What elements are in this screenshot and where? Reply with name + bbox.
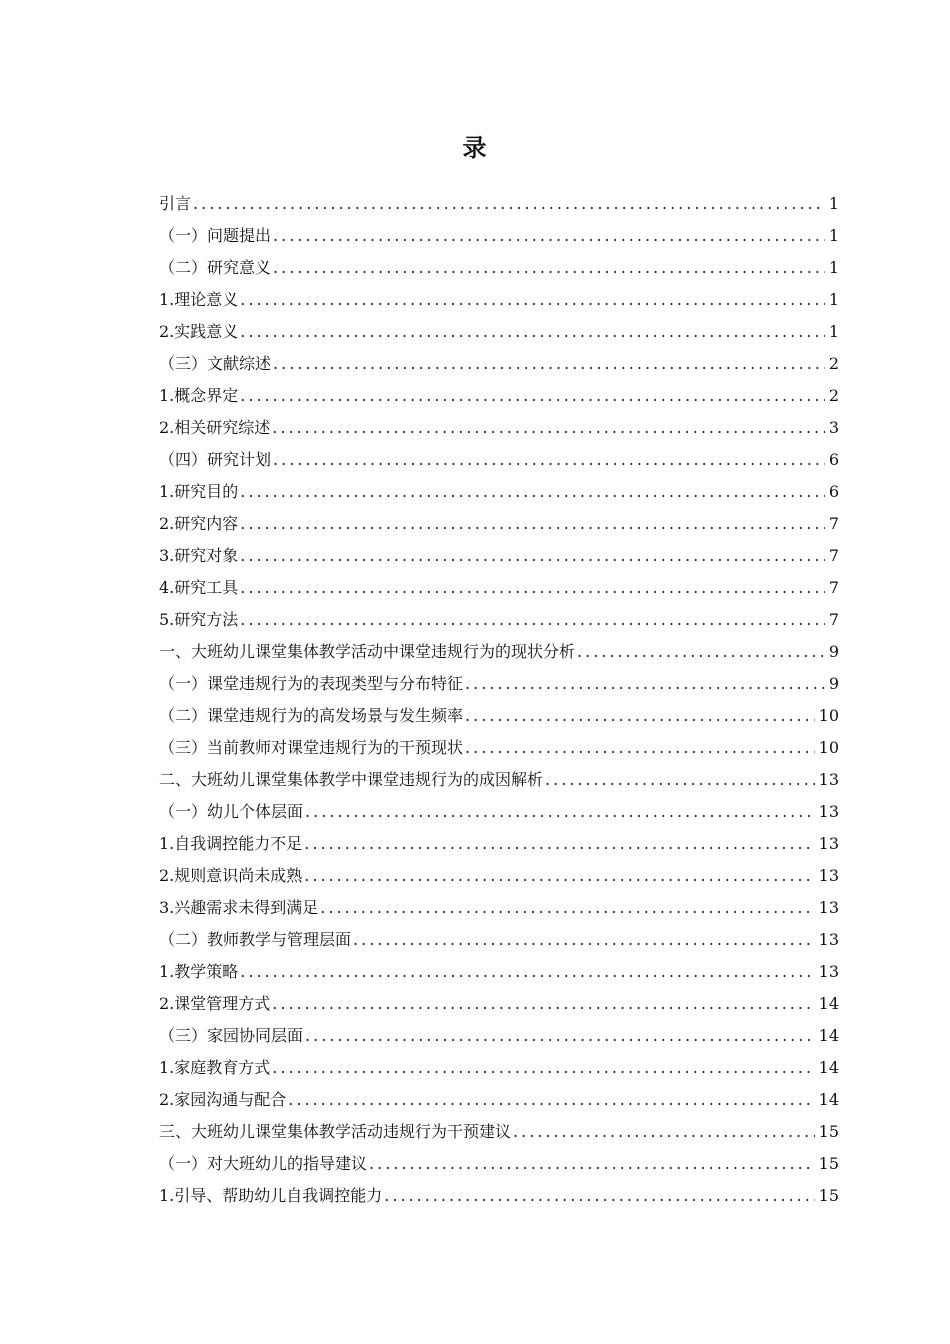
toc-leader-dots [288,1084,814,1116]
toc-entry-label: 1.理论意义 [159,290,239,309]
toc-entry-page-number: 9 [828,674,839,693]
toc-entry-page-number: 1 [828,258,839,277]
toc-entry-label: 一、大班幼儿课堂集体教学活动中课堂违规行为的现状分析 [159,642,576,661]
toc-leader-dots [513,1116,815,1148]
toc-entry-page-number: 15 [818,1122,839,1141]
toc-entry-page-number: 13 [818,770,839,789]
toc-entry [159,1052,839,1084]
toc-entry-label: （三）文献综述 [159,354,272,373]
toc-entry-label: 1.自我调控能力不足 [159,834,303,853]
toc-entry-page-number: 10 [818,706,839,725]
toc-entry-label: （三）家园协同层面 [159,1026,304,1045]
toc-entry [159,1020,839,1052]
toc-entry-label: （一）幼儿个体层面 [159,802,304,821]
toc-entry-label: （四）研究计划 [159,450,272,469]
toc-leader-dots [240,476,825,508]
toc-entry [159,988,839,1020]
toc-leader-dots [240,572,825,604]
toc-leader-dots [272,988,814,1020]
toc-title: 录 [462,134,488,162]
toc-leader-dots [273,444,825,476]
toc-leader-dots [272,1052,814,1084]
toc-entry-page-number: 7 [828,546,839,565]
toc-entry [159,444,839,476]
toc-entry-label: （二）课堂违规行为的高发场景与发生频率 [159,706,464,725]
toc-leader-dots [273,348,825,380]
toc-entry [159,860,839,892]
toc-list [159,188,839,1212]
toc-entry-label: （二）研究意义 [159,258,272,277]
toc-entry [159,1116,839,1148]
toc-entry [159,508,839,540]
toc-entry-label: 引言 [159,194,192,213]
toc-entry-page-number: 2 [828,354,839,373]
toc-entry-label: 二、大班幼儿课堂集体教学中课堂违规行为的成因解析 [159,770,544,789]
toc-entry [159,700,839,732]
toc-entry-page-number: 13 [818,866,839,885]
toc-entry [159,348,839,380]
toc-entry-page-number: 10 [818,738,839,757]
toc-entry [159,316,839,348]
toc-leader-dots [465,732,815,764]
toc-entry [159,380,839,412]
toc-leader-dots [305,1020,815,1052]
toc-leader-dots [353,924,815,956]
toc-entry-label: 3.兴趣需求未得到满足 [159,898,319,917]
toc-entry-page-number: 1 [828,226,839,245]
toc-entry [159,220,839,252]
toc-entry-page-number: 1 [828,290,839,309]
toc-entry-page-number: 13 [818,834,839,853]
toc-leader-dots [369,1148,815,1180]
toc-leader-dots [577,636,825,668]
toc-entry [159,572,839,604]
toc-entry-label: 2.规则意识尚未成熟 [159,866,303,885]
toc-entry [159,956,839,988]
toc-leader-dots [272,412,825,444]
toc-entry [159,540,839,572]
toc-entry-page-number: 1 [828,194,839,213]
toc-entry-label: （一）课堂违规行为的表现类型与分布特征 [159,674,464,693]
toc-entry-page-number: 13 [818,898,839,917]
toc-entry-page-number: 14 [818,994,839,1013]
toc-entry-label: （二）教师教学与管理层面 [159,930,352,949]
toc-entry-page-number: 7 [828,610,839,629]
toc-leader-dots [240,604,825,636]
toc-entry [159,412,839,444]
toc-leader-dots [240,316,825,348]
toc-entry-label: 3.研究对象 [159,546,239,565]
toc-leader-dots [240,508,825,540]
toc-entry-page-number: 15 [818,1154,839,1173]
toc-leader-dots [545,764,815,796]
toc-entry-label: 4.研究工具 [159,578,239,597]
toc-entry-label: 2.研究内容 [159,514,239,533]
toc-entry [159,252,839,284]
toc-entry-page-number: 7 [828,514,839,533]
toc-entry-label: 2.课堂管理方式 [159,994,271,1013]
toc-entry [159,188,839,220]
toc-entry-page-number: 1 [828,322,839,341]
toc-entry [159,1084,839,1116]
toc-entry [159,284,839,316]
toc-entry [159,828,839,860]
toc-leader-dots [193,188,825,220]
toc-entry-label: 5.研究方法 [159,610,239,629]
toc-entry-page-number: 14 [818,1026,839,1045]
toc-entry-label: 1.概念界定 [159,386,239,405]
toc-entry-label: （三）当前教师对课堂违规行为的干预现状 [159,738,464,757]
toc-entry-page-number: 6 [828,450,839,469]
toc-entry-page-number: 14 [818,1090,839,1109]
toc-entry-page-number: 13 [818,962,839,981]
toc-entry [159,892,839,924]
toc-leader-dots [320,892,814,924]
toc-entry [159,924,839,956]
toc-entry-page-number: 15 [818,1186,839,1205]
toc-entry [159,668,839,700]
toc-entry-page-number: 14 [818,1058,839,1077]
toc-entry-page-number: 13 [818,930,839,949]
toc-leader-dots [304,828,814,860]
toc-entry [159,764,839,796]
toc-entry-page-number: 2 [828,386,839,405]
toc-entry [159,1148,839,1180]
toc-leader-dots [240,540,825,572]
toc-leader-dots [273,252,825,284]
toc-entry-label: 2.相关研究综述 [159,418,271,437]
toc-entry-page-number: 3 [828,418,839,437]
toc-leader-dots [240,956,814,988]
toc-entry-page-number: 7 [828,578,839,597]
toc-entry [159,796,839,828]
toc-entry [159,604,839,636]
toc-leader-dots [465,668,825,700]
toc-leader-dots [465,700,815,732]
toc-entry [159,732,839,764]
toc-entry-label: 2.实践意义 [159,322,239,341]
toc-entry-label: （一）问题提出 [159,226,272,245]
toc-entry-page-number: 13 [818,802,839,821]
toc-leader-dots [240,380,825,412]
toc-entry-label: 1.家庭教育方式 [159,1058,271,1077]
toc-leader-dots [304,860,814,892]
toc-entry-page-number: 6 [828,482,839,501]
toc-entry [159,476,839,508]
toc-entry-page-number: 9 [828,642,839,661]
toc-entry-label: 2.家园沟通与配合 [159,1090,287,1109]
toc-entry-label: 1.研究目的 [159,482,239,501]
toc-leader-dots [240,284,825,316]
toc-entry-label: （一）对大班幼儿的指导建议 [159,1154,368,1173]
toc-leader-dots [273,220,825,252]
toc-leader-dots [384,1180,814,1212]
toc-entry-label: 1.教学策略 [159,962,239,981]
toc-entry [159,636,839,668]
toc-entry-label: 三、大班幼儿课堂集体教学活动违规行为干预建议 [159,1122,512,1141]
toc-leader-dots [305,796,815,828]
toc-entry [159,1180,839,1212]
toc-entry-label: 1.引导、帮助幼儿自我调控能力 [159,1186,383,1205]
